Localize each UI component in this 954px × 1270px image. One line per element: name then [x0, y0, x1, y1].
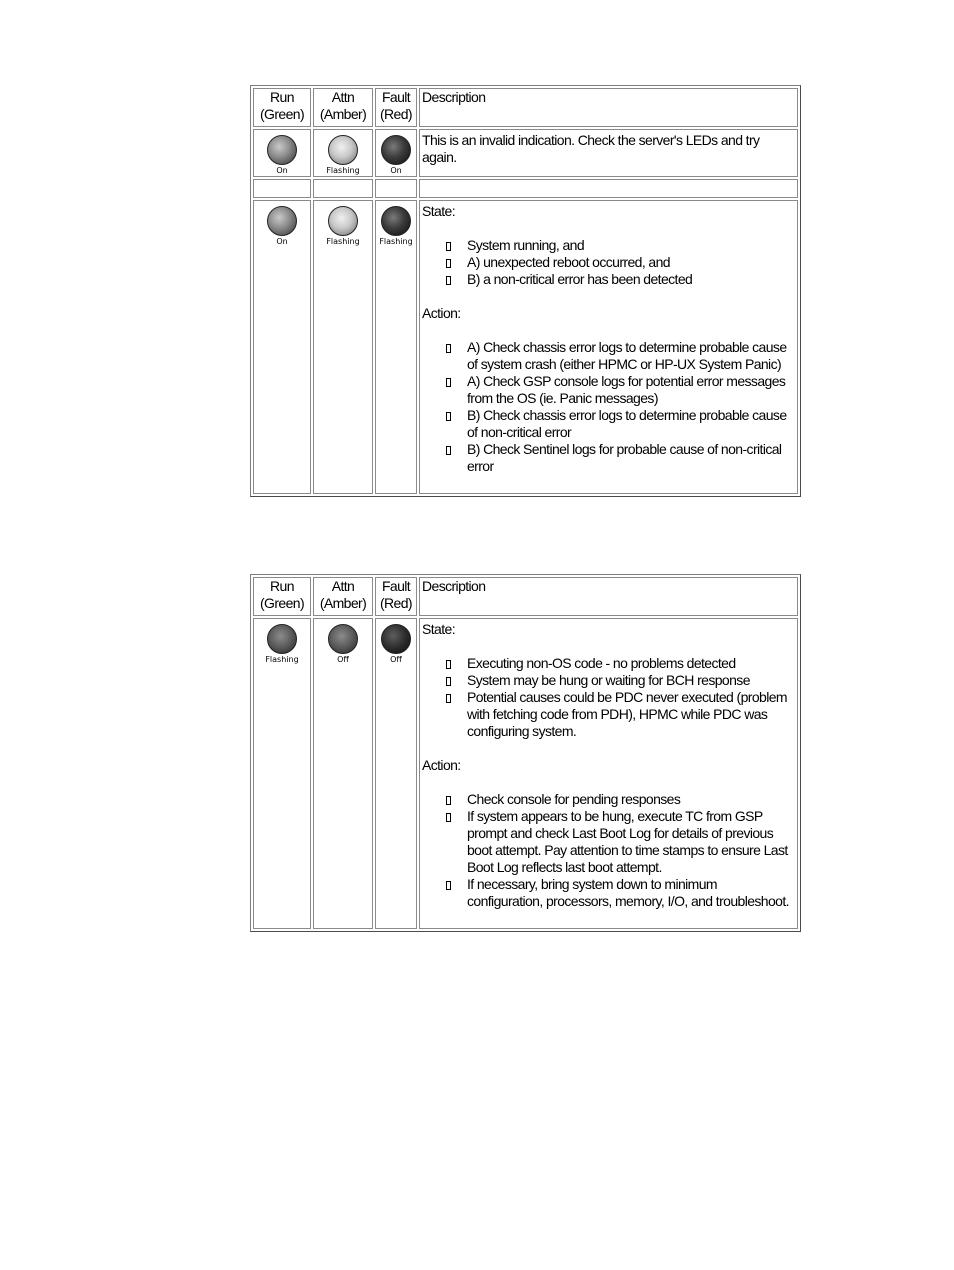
header-row: [253, 88, 798, 127]
fault-led-state: Flashing: [379, 237, 413, 246]
action-list: [422, 791, 795, 910]
header-description: [419, 88, 798, 127]
description-cell: [419, 200, 798, 494]
header-attn: [313, 577, 373, 616]
header-fault-title: Fault: [381, 578, 411, 594]
table-row: [253, 618, 798, 929]
list-item: System running, and: [467, 237, 795, 254]
spacer-cell: [253, 179, 311, 198]
header-attn: [313, 88, 373, 127]
header-fault-color: (Red): [379, 595, 412, 611]
header-fault: [375, 88, 417, 127]
run-led-icon: [267, 135, 297, 165]
run-led-cell: [253, 618, 311, 929]
spacer-row: [253, 179, 798, 198]
attn-led-state: Flashing: [326, 237, 360, 246]
list-item: Check console for pending responses: [467, 791, 795, 808]
attn-led-icon: [328, 206, 358, 236]
header-fault: [375, 577, 417, 616]
header-run: [253, 577, 311, 616]
fault-led-cell: [375, 200, 417, 494]
header-row: [253, 577, 798, 616]
header-run-title: Run: [270, 578, 294, 594]
table-row: [253, 129, 798, 177]
led-status-table-1: [250, 85, 801, 497]
fault-led-cell: [375, 618, 417, 929]
header-description-title: Description: [422, 578, 486, 594]
state-label: State:: [422, 203, 455, 219]
attn-led-icon: [328, 135, 358, 165]
run-led-state: On: [276, 166, 288, 175]
description-cell: [419, 618, 798, 929]
list-item: A) Check GSP console logs for potential error messages from the OS (ie. Panic messages): [467, 373, 795, 407]
fault-led-state: Off: [390, 655, 402, 664]
attn-led-cell: [313, 618, 373, 929]
header-attn-color: (Amber): [319, 106, 367, 122]
list-item: If necessary, bring system down to minimum configuration, processors, memory, I/O, and troubleshoot.: [467, 876, 795, 910]
state-label: State:: [422, 621, 455, 637]
action-label: Action:: [422, 305, 461, 321]
description-text: This is an invalid indication. Check the server's LEDs and try again.: [422, 132, 760, 165]
attn-led-cell: [313, 200, 373, 494]
fault-led-icon: [381, 135, 411, 165]
run-led-cell: [253, 129, 311, 177]
attn-led-cell: [313, 129, 373, 177]
header-run-color: (Green): [259, 595, 305, 611]
run-led-icon: [267, 206, 297, 236]
list-item: Executing non-OS code - no problems detected: [467, 655, 795, 672]
fault-led-icon: [381, 624, 411, 654]
header-fault-color: (Red): [379, 106, 412, 122]
attn-led-icon: [328, 624, 358, 654]
header-attn-color: (Amber): [319, 595, 367, 611]
action-list: [422, 339, 795, 475]
header-attn-title: Attn: [331, 89, 355, 105]
header-run: [253, 88, 311, 127]
list-item: B) Check chassis error logs to determine probable cause of non-critical error: [467, 407, 795, 441]
list-item: Potential causes could be PDC never executed (problem with fetching code from PDH), HPMC while PDC was configuring system.: [467, 689, 795, 740]
action-label: Action:: [422, 757, 461, 773]
fault-led-cell: [375, 129, 417, 177]
run-led-cell: [253, 200, 311, 494]
header-fault-title: Fault: [381, 89, 411, 105]
fault-led-icon: [381, 206, 411, 236]
header-attn-title: Attn: [331, 578, 355, 594]
run-led-state: On: [276, 237, 288, 246]
list-item: B) a non-critical error has been detected: [467, 271, 795, 288]
list-item: B) Check Sentinel logs for probable cause of non-critical error: [467, 441, 795, 475]
header-description-title: Description: [422, 89, 486, 105]
state-list: [422, 237, 795, 288]
list-item: System may be hung or waiting for BCH response: [467, 672, 795, 689]
led-status-table-2: [250, 574, 801, 932]
state-list: [422, 655, 795, 740]
header-run-title: Run: [270, 89, 294, 105]
attn-led-state: Flashing: [326, 166, 360, 175]
table-row: [253, 200, 798, 494]
run-led-icon: [267, 624, 297, 654]
spacer-cell: [419, 179, 798, 198]
header-run-color: (Green): [259, 106, 305, 122]
attn-led-state: Off: [337, 655, 349, 664]
spacer-cell: [313, 179, 373, 198]
list-item: A) unexpected reboot occurred, and: [467, 254, 795, 271]
fault-led-state: On: [390, 166, 402, 175]
description-cell: [419, 129, 798, 177]
header-description: [419, 577, 798, 616]
run-led-state: Flashing: [265, 655, 299, 664]
list-item: If system appears to be hung, execute TC from GSP prompt and check Last Boot Log for details of previous boot attempt. Pay attention to time stamps to ensure Last Boot Log reflects last boot attempt.: [467, 808, 795, 876]
list-item: A) Check chassis error logs to determine probable cause of system crash (either HPMC or HP-UX System Panic): [467, 339, 795, 373]
spacer-cell: [375, 179, 417, 198]
